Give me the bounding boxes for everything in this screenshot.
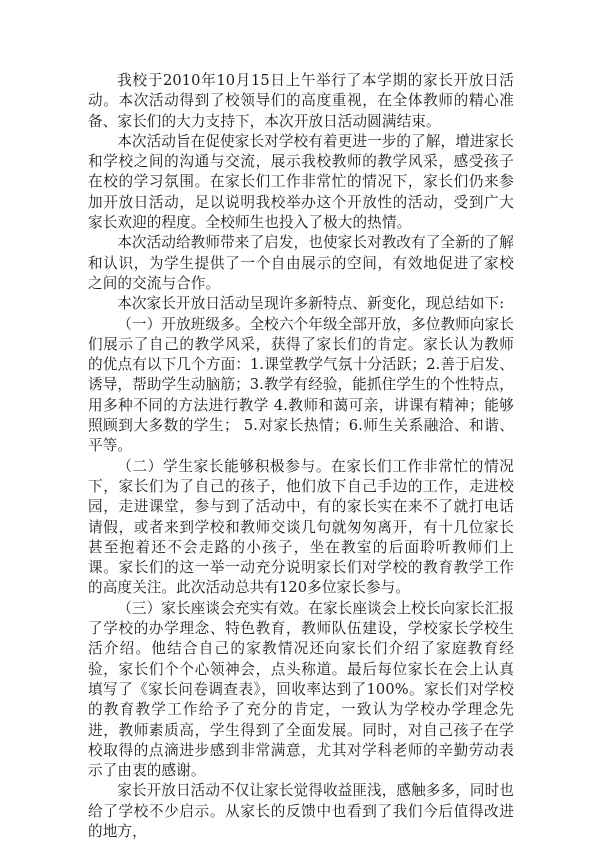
document-body	[88, 71, 514, 842]
paragraph-point-two: （二）学生家长能够积极参与。在家长们工作非常忙的情况下，家长们为了自己的孩子，他们放下自己手边的工作，走进校园，走进课堂，参与到了活动中，有的家长实在来不了就打电话请假，或者来到学校和教师交谈几句就匆匆离开，有十几位家长甚至抱着还不会走路的小孩子，坐在教室的后面聆听教师们上课。家长们的这一举一动充分说明家长们对学校的教育教学工作的高度关注。此次活动总共有120多位家长参与。	[88, 457, 514, 597]
paragraph-purpose: 本次活动旨在促使家长对学校有着更进一步的了解，增进家长和学校之间的沟通与交流，展示我校教师的教学风采，感受孩子在校的学习氛围。在家长们工作非常忙的情况下，家长们仍来参加开放日活动，足以说明我校举办这个开放性的活动，受到广大家长欢迎的程度。全校师生也投入了极大的热情。	[88, 132, 514, 232]
paragraph-inspiration: 本次活动给教师带来了启发，也使家长对教改有了全新的了解和认识，为学生提供了一个自由展示的空间，有效地促进了家校之间的交流与合作。	[88, 234, 514, 292]
paragraph-point-one: （一）开放班级多。全校六个年级全部开放，多位教师向家长们展示了自己的教学风采，获得了家长们的肯定。家长认为教师的优点有以下几个方面：1.课堂教学气氛十分活跃；2.善于启发、诱导，帮助学生动脑筋；3.教学有经验，能抓住学生的个性特点，用多种不同的方法进行教学 4.教师和蔼可亲，讲课有精神；能够照顾到大多数的学生； 5.对家长热情；6.师生关系融洽、和谐、平等。	[88, 315, 514, 455]
paragraph-summary-intro: 本次家长开放日活动呈现许多新特点、新变化，现总结如下:	[117, 295, 505, 313]
paragraph-intro: 我校于2010年10月15日上午举行了本学期的家长开放日活动。本次活动得到了校领导们的高度重视，在全体教师的精心准备、家长们的大力支持下，本次开放日活动圆满结束。	[88, 72, 514, 130]
paragraph-point-three: （三）家长座谈会充实有效。在家长座谈会上校长向家长汇报了学校的办学理念、特色教育，教师队伍建设，学校家长学校生活介绍。他结合自己的家教情况还向家长们介绍了家庭教育经验，家长们个个心领神会，点头称道。最后每位家长在会上认真填写了《家长问卷调查表》，回收率达到了100%。家长们对学校的教育教学工作给予了充分的肯定，一致认为学校办学理念先进，教师素质高，学生得到了全面发展。同时，对自己孩子在学校取得的点滴进步感到非常满意，尤其对学科老师的辛勤劳动表示了由衷的感谢。	[88, 599, 514, 780]
paragraph-closing: 家长开放日活动不仅让家长觉得收益匪浅，感触多多，同时也给了学校不少启示。从家长的反馈中也看到了我们今后值得改进的地方，	[88, 782, 514, 840]
